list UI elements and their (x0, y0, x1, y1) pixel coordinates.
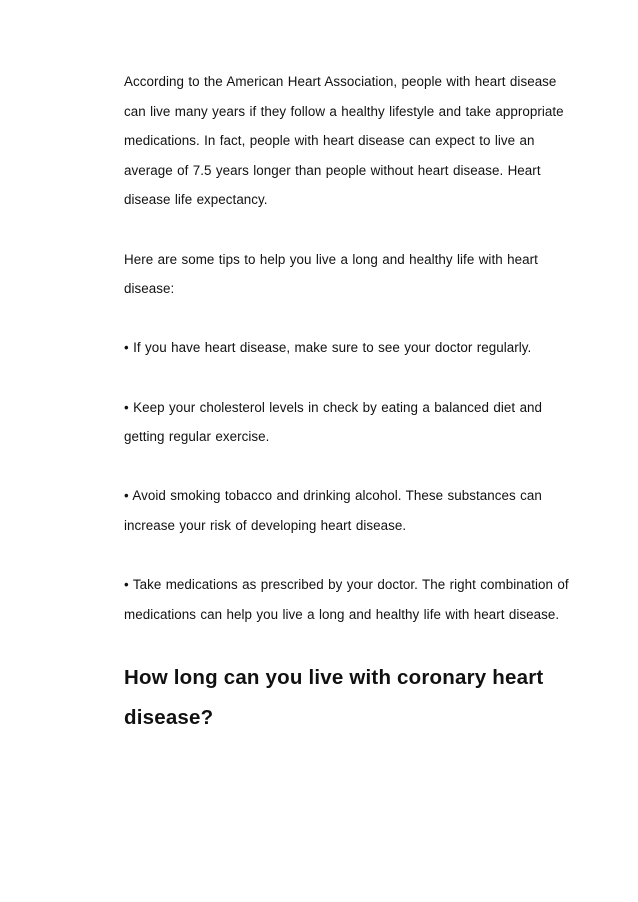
intro-paragraph: According to the American Heart Association, people with heart disease can live many years if they follow a healthy lifestyle and take appropriate medications. In fact, people with heart disease can expect to live an average of 7.5 years longer than people without heart disease. Heart disease life expectancy. (124, 74, 564, 208)
tip-medications: • Take medications as prescribed by your doctor. The right combination of medications can help you live a long and healthy life with heart disease. (124, 577, 569, 622)
tips-intro-paragraph: Here are some tips to help you live a long and healthy life with heart disease: (124, 251, 538, 297)
tip-cholesterol: • Keep your cholesterol levels in check by eating a balanced diet and getting regular exercise. (124, 399, 543, 445)
tip-avoid-smoking: • Avoid smoking tobacco and drinking alcohol. These substances can increase your risk of developing heart disease. (124, 488, 542, 533)
document-body (124, 67, 574, 738)
section-heading: How long can you live with coronary heart disease? (124, 666, 544, 730)
tip-doctor-visits: • If you have heart disease, make sure to see your doctor regularly. (124, 340, 532, 356)
